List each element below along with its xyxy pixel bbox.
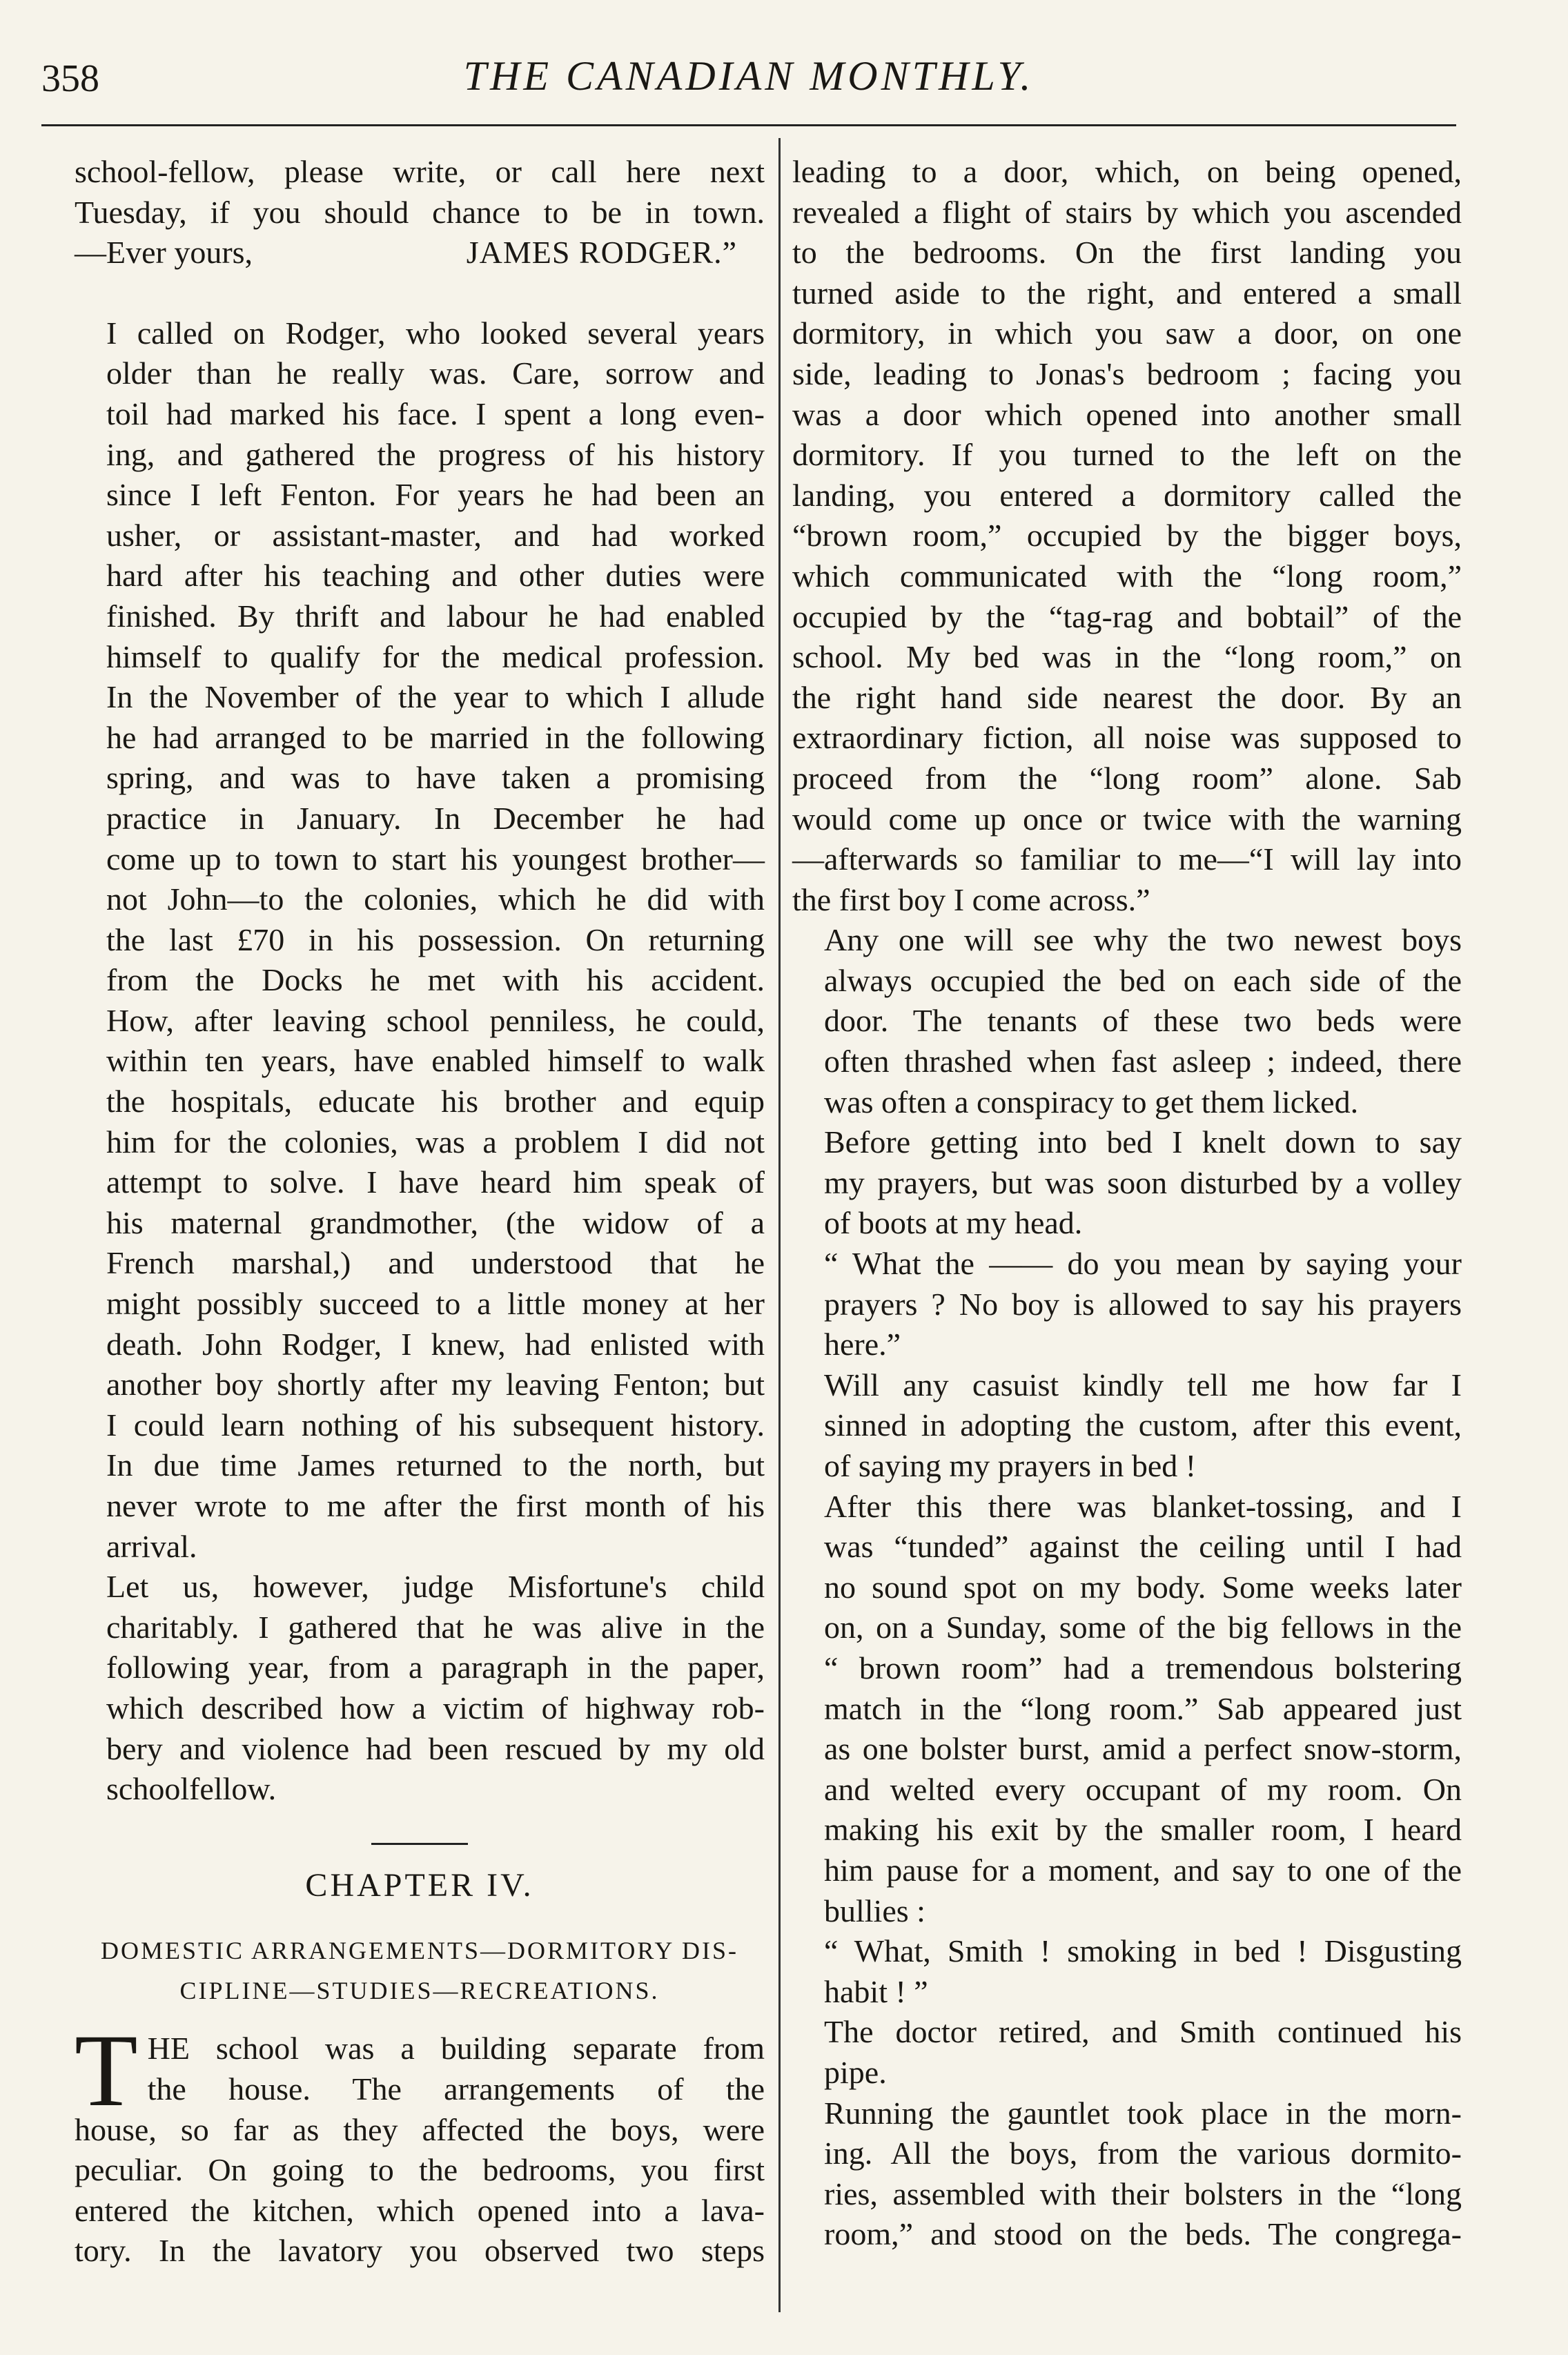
text-line: The doctor retired, and Smith continued his bbox=[824, 2014, 1462, 2050]
text-line: attempt to solve. I have heard him speak of bbox=[106, 1164, 765, 1200]
text-line: Running the gauntlet took place in the morn- bbox=[824, 2095, 1462, 2131]
running-title: THE CANADIAN MONTHLY. bbox=[463, 53, 1035, 99]
text-line: revealed a flight of stairs by which you ascended bbox=[792, 194, 1462, 230]
text-line: “ What the —— do you mean by saying your bbox=[824, 1246, 1462, 1282]
text-line: pipe. bbox=[824, 2054, 887, 2090]
paragraph bbox=[792, 1122, 1462, 1244]
text-line: the house. The arrangements of the bbox=[147, 2071, 765, 2107]
text-line: within ten years, have enabled himself to walk bbox=[106, 1043, 765, 1079]
paragraph bbox=[75, 152, 765, 273]
text-line: following year, from a paragraph in the paper, bbox=[106, 1650, 765, 1685]
text-line: HE school was a building separate from bbox=[147, 2031, 765, 2066]
text-line: the last £70 in his possession. On returning bbox=[106, 921, 765, 957]
header-rule bbox=[41, 124, 1456, 126]
text-line: In due time James returned to the north, but bbox=[106, 1447, 765, 1483]
text-line: peculiar. On going to the bedrooms, you first bbox=[75, 2152, 765, 2188]
text-line: on, on a Sunday, some of the big fellows in the bbox=[824, 1610, 1462, 1645]
chapter-subtitle-line: DOMESTIC ARRANGEMENTS—DORMITORY DIS- bbox=[100, 1937, 739, 1965]
text-line: hard after his teaching and other duties were bbox=[106, 558, 765, 594]
text-line: Let us, however, judge Misfortune's child bbox=[106, 1569, 765, 1605]
text-line: the first boy I come across.” bbox=[792, 881, 1150, 917]
section-separator bbox=[371, 1843, 468, 1845]
text-line: charitably. I gathered that he was alive in the bbox=[106, 1609, 765, 1645]
text-line: making his exit by the smaller room, I heard bbox=[824, 1812, 1462, 1848]
text-line: turned aside to the right, and entered a small bbox=[792, 275, 1462, 311]
text-line: come up to town to start his youngest brother— bbox=[106, 841, 765, 877]
text-line: leading to a door, which, on being opened, bbox=[792, 154, 1462, 189]
paragraph bbox=[792, 1244, 1462, 1365]
chapter-subtitle bbox=[75, 1931, 765, 2011]
text-line: always occupied the bed on each side of the bbox=[824, 962, 1462, 998]
text-line: proceed from the “long room” alone. Sab bbox=[792, 760, 1462, 796]
text-line: was “tunded” against the ceiling until I had bbox=[824, 1529, 1462, 1565]
text-line: prayers ? No boy is allowed to say his prayers bbox=[824, 1286, 1462, 1322]
text-line: might possibly succeed to a little money at her bbox=[106, 1286, 765, 1322]
text-line: to the bedrooms. On the first landing you bbox=[792, 235, 1462, 271]
paragraph bbox=[75, 1567, 765, 1810]
text-line: no sound spot on my body. Some weeks later bbox=[824, 1569, 1462, 1605]
text-line: finished. By thrift and labour he had enabled bbox=[106, 598, 765, 634]
text-line: ing, and gathered the progress of his history bbox=[106, 436, 765, 472]
paragraph bbox=[792, 152, 1462, 920]
text-line: match in the “long room.” Sab appeared just bbox=[824, 1690, 1462, 1726]
text-line: here.” bbox=[824, 1327, 901, 1362]
text-line: Tuesday, if you should chance to be in town. bbox=[75, 194, 765, 230]
paragraph bbox=[792, 1487, 1462, 1932]
text-line: “ brown room” had a tremendous bolstering bbox=[824, 1650, 1462, 1685]
text-line: “brown room,” occupied by the bigger boys, bbox=[792, 518, 1462, 554]
text-line: How, after leaving school penniless, he could, bbox=[106, 1002, 765, 1038]
drop-cap: T bbox=[75, 2013, 138, 2129]
text-line: the right hand side nearest the door. By an bbox=[792, 679, 1462, 715]
text-line: habit ! ” bbox=[824, 1973, 928, 2009]
text-line: —afterwards so familiar to me—“I will lay into bbox=[792, 841, 1462, 877]
text-line: occupied by the “tag-rag and bobtail” of the bbox=[792, 598, 1462, 634]
text-line: him for the colonies, was a problem I did not bbox=[106, 1124, 765, 1160]
text-line: which described how a victim of highway rob- bbox=[106, 1690, 765, 1726]
right-column bbox=[792, 152, 1462, 2255]
text-line: him pause for a moment, and say to one of the bbox=[824, 1852, 1462, 1888]
text-line: as one bolster burst, amid a perfect snow-storm, bbox=[824, 1731, 1462, 1767]
text-line: my prayers, but was soon disturbed by a volley bbox=[824, 1164, 1462, 1200]
text-line: spring, and was to have taken a promising bbox=[106, 760, 765, 796]
text-line: dormitory, in which you saw a door, on one bbox=[792, 315, 1462, 351]
column-divider bbox=[778, 138, 781, 2312]
page-number: 358 bbox=[41, 57, 99, 100]
text-line: often thrashed when fast asleep ; indeed, there bbox=[824, 1044, 1462, 1079]
chapter-title: CHAPTER IV. bbox=[305, 1866, 534, 1904]
text-line: Before getting into bed I knelt down to say bbox=[824, 1124, 1462, 1160]
text-line: older than he really was. Care, sorrow and bbox=[106, 355, 765, 391]
left-column bbox=[75, 152, 765, 2271]
paragraph bbox=[792, 1931, 1462, 2012]
text-line: Will any casuist kindly tell me how far I bbox=[824, 1367, 1462, 1403]
text-line: ries, assembled with their bolsters in the “long bbox=[824, 2176, 1462, 2211]
text-line: Any one will see why the two newest boys bbox=[824, 922, 1462, 958]
signature: JAMES RODGER.” bbox=[466, 235, 737, 271]
text-line: of saying my prayers in bed ! bbox=[824, 1448, 1197, 1483]
text-line: toil had marked his face. I spent a long even- bbox=[106, 395, 765, 431]
text-line: I called on Rodger, who looked several years bbox=[106, 315, 765, 351]
paragraph bbox=[792, 920, 1462, 1122]
text-line: arrival. bbox=[106, 1528, 197, 1564]
text-line: usher, or assistant-master, and had worked bbox=[106, 517, 765, 553]
text-line: his maternal grandmother, (the widow of a bbox=[106, 1204, 765, 1240]
text-line: death. John Rodger, I knew, had enlisted with bbox=[106, 1326, 765, 1362]
paragraph bbox=[792, 2093, 1462, 2255]
text-line: dormitory. If you turned to the left on the bbox=[792, 437, 1462, 473]
text-line: tory. In the lavatory you observed two steps bbox=[75, 2233, 765, 2269]
text-line: from the Docks he met with his accident. bbox=[106, 962, 765, 998]
text-line: would come up once or twice with the warning bbox=[792, 801, 1462, 837]
text-line: sinned in adopting the custom, after this event, bbox=[824, 1407, 1462, 1443]
text-line: After this there was blanket-tossing, and I bbox=[824, 1488, 1462, 1524]
text-line: and welted every occupant of my room. On bbox=[824, 1771, 1462, 1807]
text-line: door. The tenants of these two beds were bbox=[824, 1003, 1462, 1039]
text-line: house, so far as they affected the boys, were bbox=[75, 2111, 765, 2147]
page-header bbox=[41, 48, 1456, 124]
text-line: school. My bed was in the “long room,” on bbox=[792, 639, 1462, 675]
text-line: “ What, Smith ! smoking in bed ! Disgusting bbox=[824, 1933, 1462, 1969]
text-line: the hospitals, educate his brother and equip bbox=[106, 1084, 765, 1120]
text-line: never wrote to me after the first month of his bbox=[106, 1488, 765, 1523]
text-line: since I left Fenton. For years he had been an bbox=[106, 477, 765, 513]
text-line: side, leading to Jonas's bedroom ; facing you bbox=[792, 355, 1462, 391]
text-line: was often a conspiracy to get them licked. bbox=[824, 1084, 1359, 1120]
text-line: himself to qualify for the medical profession. bbox=[106, 638, 765, 674]
text-line: French marshal,) and understood that he bbox=[106, 1245, 765, 1281]
text-line: another boy shortly after my leaving Fenton; but bbox=[106, 1367, 765, 1403]
text-line: schoolfellow. bbox=[106, 1771, 277, 1807]
closing: —Ever yours, bbox=[75, 235, 253, 271]
text-line: school-fellow, please write, or call here next bbox=[75, 154, 765, 189]
text-line: landing, you entered a dormitory called the bbox=[792, 477, 1462, 513]
text-line: In the November of the year to which I allude bbox=[106, 679, 765, 715]
text-line: he had arranged to be married in the following bbox=[106, 719, 765, 755]
text-line: I could learn nothing of his subsequent history. bbox=[106, 1407, 765, 1443]
text-line: entered the kitchen, which opened into a lava- bbox=[75, 2192, 765, 2228]
paragraph bbox=[792, 1365, 1462, 1487]
text-line: practice in January. In December he had bbox=[106, 800, 765, 836]
text-line: bery and violence had been rescued by my old bbox=[106, 1730, 765, 1766]
signature-line bbox=[75, 233, 765, 273]
paragraph bbox=[75, 2013, 765, 2271]
text-line: ing. All the boys, from the various dormito- bbox=[824, 2136, 1462, 2171]
text-line: room,” and stood on the beds. The congrega- bbox=[824, 2216, 1462, 2252]
text-line: not John—to the colonies, which he did with bbox=[106, 881, 765, 917]
paragraph bbox=[75, 313, 765, 1567]
text-line: was a door which opened into another small bbox=[792, 396, 1462, 432]
text-line: of boots at my head. bbox=[824, 1205, 1083, 1241]
text-line: which communicated with the “long room,” bbox=[792, 558, 1462, 594]
text-line: bullies : bbox=[824, 1893, 925, 1928]
paragraph bbox=[792, 2012, 1462, 2093]
chapter-subtitle-line: CIPLINE—STUDIES—RECREATIONS. bbox=[179, 1977, 660, 2005]
text-line: extraordinary fiction, all noise was supposed to bbox=[792, 720, 1462, 756]
